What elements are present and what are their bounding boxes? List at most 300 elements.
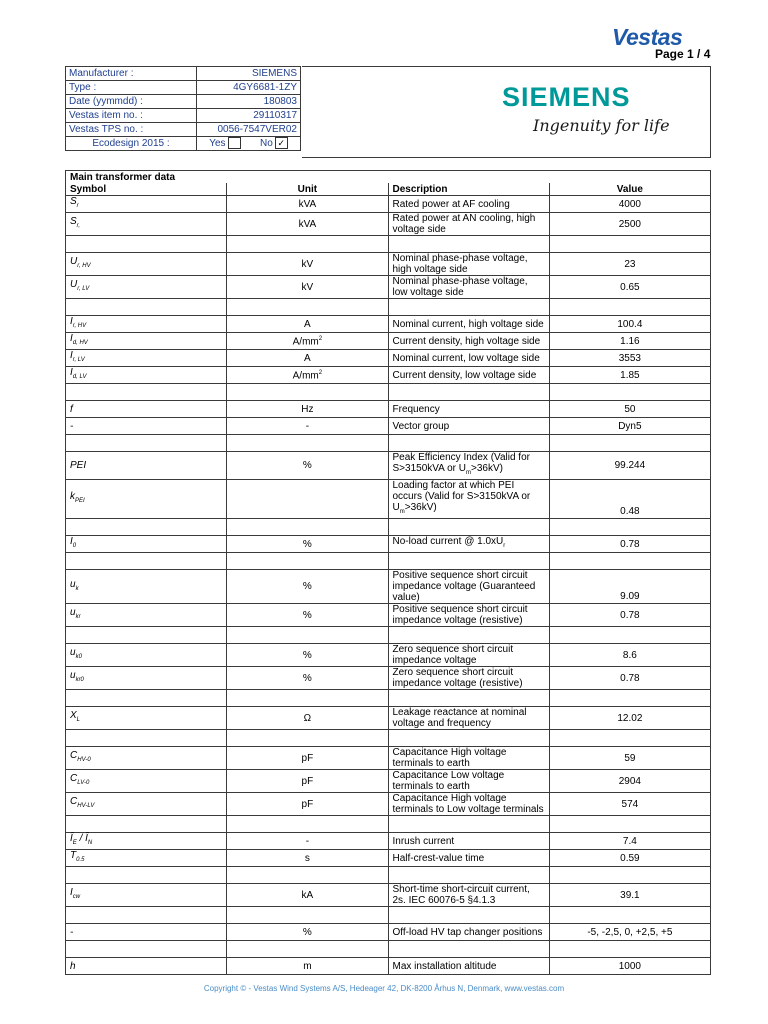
spacer-row: [66, 299, 711, 316]
description-subscript: m: [465, 470, 471, 476]
spacer-row: [66, 384, 711, 401]
symbol-text: k: [70, 491, 75, 502]
spacer-cell: [388, 907, 549, 924]
column-header-unit: Unit: [227, 183, 388, 196]
spacer-cell: [549, 553, 710, 570]
symbol-text: u: [70, 578, 76, 590]
spacer-cell: [227, 384, 388, 401]
spacer-cell: [549, 816, 710, 833]
info-row: [66, 109, 301, 123]
spacer-cell: [66, 941, 227, 958]
unit-cell: [227, 604, 388, 627]
symbol-cell: [66, 333, 227, 350]
symbol-subscript: L: [76, 717, 81, 723]
description-cell: [388, 644, 549, 667]
description-subscript: m: [399, 509, 405, 515]
unit-text: %: [302, 926, 312, 938]
value-cell: Dyn5: [549, 418, 710, 435]
value-cell: 0.65: [549, 276, 710, 299]
unit-cell: [227, 480, 388, 519]
spacer-cell: [66, 816, 227, 833]
symbol-text: C: [70, 773, 78, 784]
unit-superscript: 2: [318, 370, 323, 377]
spacer-cell: [66, 519, 227, 536]
spacer-row: [66, 690, 711, 707]
description-text: No-load current @ 1.0xU: [392, 536, 504, 547]
table-row: [66, 707, 711, 730]
spacer-cell: [227, 941, 388, 958]
symbol-text: -: [70, 926, 74, 938]
spacer-cell: [388, 299, 549, 316]
description-text: Peak Efficiency Index (Valid for S>3150kVA or U: [392, 452, 530, 474]
symbol-cell: [66, 536, 227, 553]
description-text: Current density, low voltage side: [392, 369, 537, 381]
unit-cell: [227, 401, 388, 418]
info-label: Manufacturer :: [66, 67, 197, 81]
description-cell: [388, 793, 549, 816]
description-text: Inrush current: [392, 835, 455, 847]
symbol-cell: [66, 770, 227, 793]
description-text: Vector group: [392, 420, 450, 432]
symbol-text: / Î: [76, 833, 88, 844]
spacer-cell: [388, 690, 549, 707]
unit-cell: [227, 253, 388, 276]
spacer-row: [66, 627, 711, 644]
ecodesign-yes-checkbox[interactable]: [228, 137, 241, 149]
value-cell: 7.4: [549, 833, 710, 850]
symbol-text: -: [70, 420, 74, 432]
value-cell: 39.1: [549, 884, 710, 907]
symbol-subscript: HV-0: [77, 757, 91, 763]
unit-cell: [227, 884, 388, 907]
value-cell: 12.02: [549, 707, 710, 730]
value-cell: 9.09: [549, 570, 710, 604]
spacer-cell: [66, 867, 227, 884]
value-cell: 3553: [549, 350, 710, 367]
siemens-logo: SIEMENS: [502, 82, 631, 112]
unit-text: %: [302, 460, 312, 471]
symbol-text: I: [70, 887, 73, 898]
description-text: Nominal phase-phase voltage, low voltage side: [392, 276, 528, 298]
description-cell: [388, 401, 549, 418]
info-value: SIEMENS: [197, 67, 301, 81]
spacer-row: [66, 519, 711, 536]
table-row: [66, 924, 711, 941]
symbol-subscript: r, HV: [77, 263, 91, 269]
spacer-row: [66, 435, 711, 452]
description-cell: [388, 833, 549, 850]
table-title-row: [66, 171, 711, 184]
unit-text: Ω: [303, 712, 312, 724]
description-text: Zero sequence short circuit impedance voltage: [392, 644, 514, 666]
unit-text: A/mm: [292, 336, 319, 348]
vestas-logo: Vestas: [612, 24, 683, 50]
description-cell: [388, 570, 549, 604]
unit-text: A/mm: [292, 370, 319, 382]
unit-text: m: [303, 960, 312, 972]
symbol-cell: [66, 570, 227, 604]
unit-cell: [227, 350, 388, 367]
description-text: Capacitance High voltage terminals to earth: [392, 747, 507, 769]
unit-cell: [227, 367, 388, 384]
unit-text: Hz: [301, 403, 314, 415]
symbol-cell: [66, 196, 227, 213]
info-value: 4GY6681-1ZY: [197, 81, 301, 95]
symbol-subscript: HV-LV: [77, 803, 95, 809]
table-row: [66, 793, 711, 816]
description-text: Capacitance High voltage terminals to Low voltage terminals: [392, 793, 544, 815]
table-row: [66, 833, 711, 850]
column-header-description: Description: [388, 183, 549, 196]
value-cell: 59: [549, 747, 710, 770]
unit-cell: [227, 570, 388, 604]
symbol-text: S: [70, 196, 77, 207]
unit-cell: [227, 333, 388, 350]
symbol-cell: [66, 350, 227, 367]
spacer-cell: [388, 519, 549, 536]
symbol-text: I: [70, 350, 73, 361]
table-row: [66, 747, 711, 770]
value-cell: 1.85: [549, 367, 710, 384]
symbol-text: I: [70, 316, 73, 327]
spacer-row: [66, 730, 711, 747]
description-cell: [388, 276, 549, 299]
spacer-cell: [388, 627, 549, 644]
spacer-cell: [388, 816, 549, 833]
unit-text: kVA: [298, 198, 317, 210]
spacer-cell: [549, 941, 710, 958]
description-text: Loading factor at which PEI occurs (Valid for S>3150kVA or U: [392, 480, 531, 513]
value-cell: 4000: [549, 196, 710, 213]
value-cell: 1.16: [549, 333, 710, 350]
value-cell: 0.59: [549, 850, 710, 867]
description-cell: [388, 213, 549, 236]
siemens-tagline: Ingenuity for life: [533, 116, 670, 135]
description-cell: [388, 316, 549, 333]
unit-cell: [227, 958, 388, 975]
table-row: [66, 480, 711, 519]
column-header-symbol: Symbol: [66, 183, 227, 196]
ecodesign-row: [66, 137, 301, 151]
symbol-text: u: [70, 607, 76, 618]
table-row: [66, 316, 711, 333]
spacer-cell: [227, 519, 388, 536]
unit-text: %: [302, 581, 312, 592]
spacer-cell: [66, 384, 227, 401]
description-cell: [388, 253, 549, 276]
unit-superscript: 2: [318, 336, 323, 343]
description-text: Positive sequence short circuit impedance voltage (resistive): [392, 604, 528, 626]
value-cell: 2904: [549, 770, 710, 793]
info-row: [66, 67, 301, 81]
spacer-cell: [227, 690, 388, 707]
main-transformer-data-table: [65, 170, 711, 975]
unit-text: pF: [301, 798, 314, 810]
spacer-cell: [227, 816, 388, 833]
unit-cell: [227, 707, 388, 730]
value-cell: -5, -2,5, 0, +2,5, +5: [549, 924, 710, 941]
symbol-cell: [66, 276, 227, 299]
table-row: [66, 196, 711, 213]
ecodesign-yes-label: Yes: [209, 138, 226, 149]
value-cell: 100.4: [549, 316, 710, 333]
symbol-cell: [66, 644, 227, 667]
symbol-cell: [66, 958, 227, 975]
description-text: Positive sequence short circuit impedance voltage (Guaranteed value): [392, 570, 536, 603]
table-row: [66, 770, 711, 793]
symbol-subscript: k: [75, 585, 79, 592]
unit-cell: [227, 770, 388, 793]
value-cell: 8.6: [549, 644, 710, 667]
symbol-subscript: r, LV: [77, 286, 90, 292]
symbol-text: PEI: [70, 460, 87, 471]
description-cell: [388, 350, 549, 367]
symbol-subscript: kr0: [75, 677, 84, 683]
spacer-cell: [549, 627, 710, 644]
description-subscript: r: [503, 543, 506, 549]
description-text: Max installation altitude: [392, 960, 497, 972]
unit-text: -: [305, 835, 310, 847]
unit-text: -: [305, 420, 310, 432]
unit-cell: [227, 667, 388, 690]
symbol-text: T: [70, 850, 77, 861]
symbol-subscript: LV-0: [77, 780, 90, 786]
spacer-row: [66, 553, 711, 570]
table-row: [66, 884, 711, 907]
spacer-cell: [549, 690, 710, 707]
ecodesign-options: [197, 137, 301, 151]
value-cell: 574: [549, 793, 710, 816]
ecodesign-no-checkbox[interactable]: [275, 137, 288, 149]
unit-cell: [227, 196, 388, 213]
unit-cell: [227, 850, 388, 867]
symbol-cell: [66, 401, 227, 418]
spacer-cell: [227, 907, 388, 924]
description-cell: [388, 452, 549, 480]
spacer-cell: [549, 435, 710, 452]
description-text: Frequency: [392, 403, 440, 415]
page-number: Page 1 / 4: [655, 47, 711, 61]
spacer-cell: [227, 627, 388, 644]
unit-cell: [227, 747, 388, 770]
symbol-text: f: [70, 403, 73, 415]
unit-cell: [227, 833, 388, 850]
description-text: Nominal current, low voltage side: [392, 352, 540, 364]
spacer-cell: [66, 907, 227, 924]
unit-cell: [227, 418, 388, 435]
symbol-text: X: [70, 710, 77, 721]
ecodesign-label: Ecodesign 2015 :: [66, 137, 197, 151]
symbol-cell: [66, 884, 227, 907]
document-info-table: [65, 66, 301, 151]
value-cell: 0.78: [549, 536, 710, 553]
unit-text: s: [304, 852, 310, 864]
copyright-footer: Copyright © - Vestas Wind Systems A/S, Hedeager 42, DK-8200 Århus N, Denmark, www.vestas.com: [203, 984, 565, 993]
value-cell: 1000: [549, 958, 710, 975]
symbol-cell: [66, 213, 227, 236]
spacer-cell: [388, 867, 549, 884]
symbol-cell: [66, 253, 227, 276]
description-text: Current density, high voltage side: [392, 335, 541, 347]
symbol-text: I: [70, 367, 73, 378]
spacer-row: [66, 816, 711, 833]
table-row: [66, 667, 711, 690]
symbol-cell: [66, 833, 227, 850]
description-cell: [388, 707, 549, 730]
spacer-cell: [549, 730, 710, 747]
unit-text: %: [302, 538, 312, 550]
description-text: Rated power at AN cooling, high voltage side: [392, 213, 536, 235]
spacer-cell: [227, 435, 388, 452]
unit-text: kV: [301, 258, 314, 270]
description-text: Capacitance Low voltage terminals to earth: [392, 770, 505, 792]
spacer-cell: [66, 236, 227, 253]
symbol-text: u: [70, 647, 76, 658]
unit-text: %: [302, 649, 312, 661]
info-row: [66, 95, 301, 109]
symbol-subscript: cw: [72, 894, 81, 900]
description-text: >36kV): [404, 502, 437, 513]
spacer-cell: [66, 299, 227, 316]
description-cell: [388, 367, 549, 384]
description-cell: [388, 536, 549, 553]
spacer-cell: [549, 299, 710, 316]
description-cell: [388, 333, 549, 350]
description-cell: [388, 958, 549, 975]
unit-text: %: [302, 672, 312, 684]
table-row: [66, 367, 711, 384]
symbol-text: u: [70, 670, 76, 681]
unit-cell: [227, 452, 388, 480]
symbol-cell: [66, 316, 227, 333]
spacer-row: [66, 236, 711, 253]
table-row: [66, 418, 711, 435]
table-row: [66, 276, 711, 299]
table-row: [66, 850, 711, 867]
info-label: Type :: [66, 81, 197, 95]
ecodesign-no-label: No: [259, 138, 273, 149]
description-text: Leakage reactance at nominal voltage and frequency: [392, 707, 527, 729]
spacer-cell: [388, 236, 549, 253]
symbol-subscript: d, HV: [72, 340, 88, 346]
spacer-cell: [388, 941, 549, 958]
symbol-subscript: k0: [75, 654, 82, 660]
unit-text: pF: [301, 752, 314, 764]
symbol-text: h: [70, 960, 76, 972]
spacer-cell: [549, 907, 710, 924]
table-row: [66, 958, 711, 975]
spacer-row: [66, 941, 711, 958]
symbol-subscript: r, LV: [72, 357, 85, 363]
spacer-cell: [388, 730, 549, 747]
table-row: [66, 536, 711, 553]
symbol-subscript: E: [72, 840, 77, 846]
description-text: Short-time short-circuit current, 2s. IEC 60076-5 §4.1.3: [392, 884, 530, 906]
symbol-cell: [66, 480, 227, 519]
symbol-subscript: d, LV: [72, 374, 87, 380]
unit-cell: [227, 276, 388, 299]
symbol-text: U: [70, 256, 78, 267]
table-header-row: [66, 183, 711, 196]
spacer-cell: [227, 730, 388, 747]
description-text: Nominal current, high voltage side: [392, 318, 544, 330]
info-value: 29110317: [197, 109, 301, 123]
symbol-subscript: 0: [72, 543, 77, 549]
table-row: [66, 401, 711, 418]
unit-text: A: [304, 318, 311, 330]
value-cell: 0.78: [549, 604, 710, 627]
symbol-cell: [66, 604, 227, 627]
spacer-cell: [549, 519, 710, 536]
description-cell: [388, 770, 549, 793]
unit-cell: [227, 536, 388, 553]
symbol-text: C: [70, 750, 78, 761]
value-cell: 0.48: [549, 480, 710, 519]
unit-text: A: [304, 352, 311, 364]
unit-cell: [227, 924, 388, 941]
info-value: 180803: [197, 95, 301, 109]
table-row: [66, 213, 711, 236]
unit-cell: [227, 644, 388, 667]
spacer-cell: [227, 299, 388, 316]
symbol-subscript: r,: [76, 223, 81, 229]
column-header-value: Value: [549, 183, 710, 196]
info-label: Vestas item no. :: [66, 109, 197, 123]
symbol-cell: [66, 850, 227, 867]
unit-text: kV: [301, 281, 314, 293]
spacer-cell: [66, 690, 227, 707]
info-row: [66, 123, 301, 137]
description-text: Zero sequence short circuit impedance voltage (resistive): [392, 667, 523, 689]
table-row: [66, 253, 711, 276]
description-cell: [388, 884, 549, 907]
spacer-cell: [227, 867, 388, 884]
symbol-subscript: N: [87, 840, 93, 846]
spacer-row: [66, 907, 711, 924]
unit-text: kA: [301, 889, 314, 901]
symbol-cell: [66, 747, 227, 770]
symbol-cell: [66, 452, 227, 480]
spacer-cell: [66, 627, 227, 644]
unit-cell: [227, 316, 388, 333]
symbol-subscript: 0.5: [76, 857, 85, 863]
symbol-subscript: PEI: [75, 498, 85, 504]
info-value: 0056-7547VER02: [197, 123, 301, 137]
symbol-text: S: [70, 216, 77, 227]
spacer-cell: [549, 236, 710, 253]
unit-cell: [227, 213, 388, 236]
symbol-cell: [66, 418, 227, 435]
description-cell: [388, 480, 549, 519]
symbol-subscript: kr: [75, 614, 81, 620]
description-cell: [388, 604, 549, 627]
symbol-cell: [66, 924, 227, 941]
spacer-cell: [388, 435, 549, 452]
info-row: [66, 81, 301, 95]
symbol-cell: [66, 367, 227, 384]
spacer-cell: [66, 435, 227, 452]
spacer-cell: [66, 730, 227, 747]
symbol-text: U: [70, 279, 78, 290]
spacer-cell: [388, 553, 549, 570]
symbol-cell: [66, 667, 227, 690]
value-cell: 23: [549, 253, 710, 276]
symbol-text: Î: [70, 833, 73, 844]
value-cell: 50: [549, 401, 710, 418]
description-cell: [388, 747, 549, 770]
description-cell: [388, 850, 549, 867]
info-label: Date (yymmdd) :: [66, 95, 197, 109]
